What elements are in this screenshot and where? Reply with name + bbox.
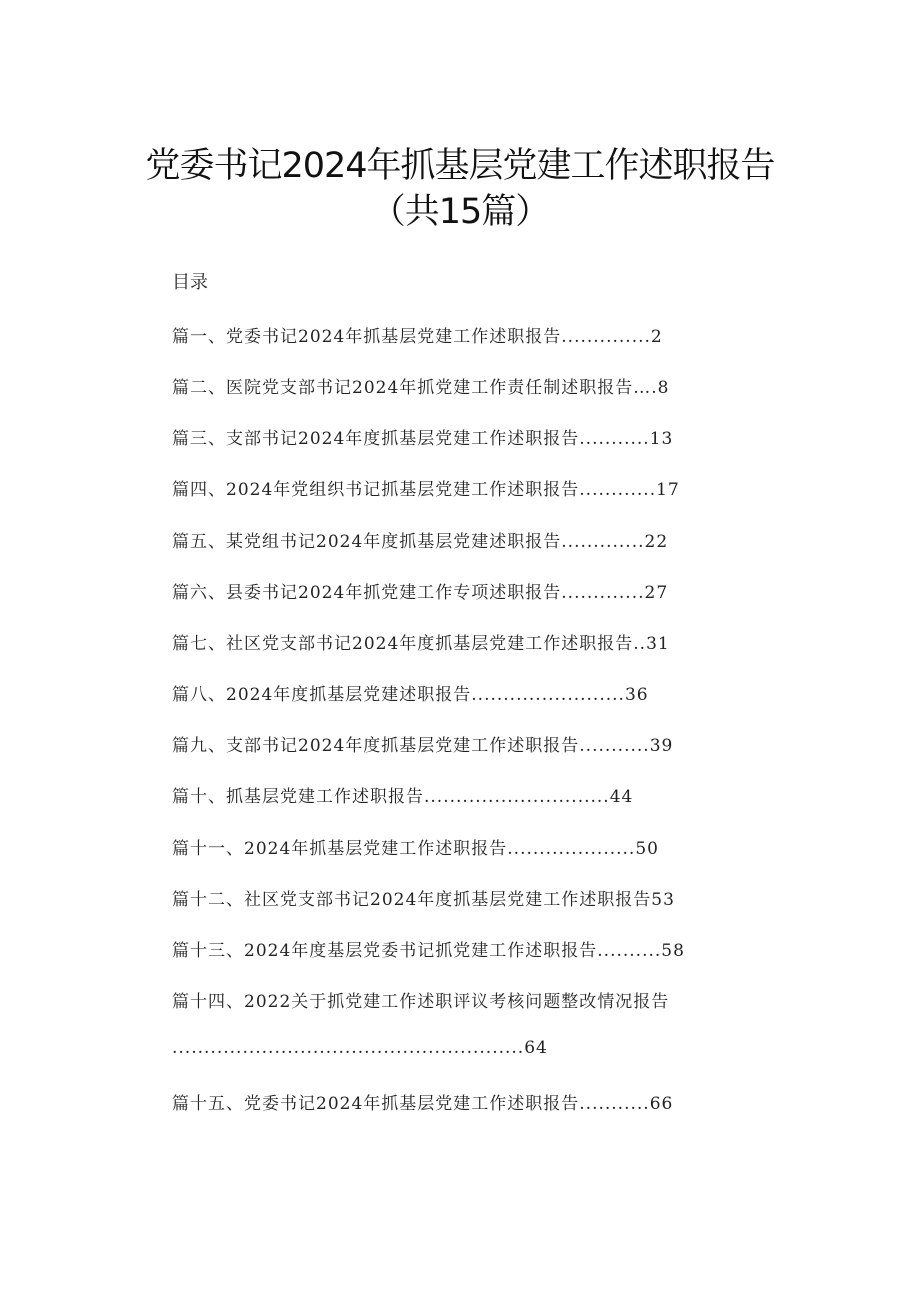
toc-entry-text: 篇十四、2022关于抓党建工作述职评议考核问题整改情况报告 — [172, 992, 670, 1012]
toc-entry-1[interactable] — [172, 322, 766, 348]
document-title-line2: （共15篇） — [370, 192, 550, 232]
toc-entry-2[interactable] — [172, 373, 766, 399]
toc-entry-5[interactable] — [172, 527, 766, 553]
toc-entry-12[interactable] — [172, 885, 766, 911]
toc-entry-text: 篇二、医院党支部书记2024年抓党建工作责任制述职报告….8 — [172, 378, 670, 398]
toc-entry-text: 篇十二、社区党支部书记2024年度抓基层党建工作述职报告53 — [172, 890, 675, 910]
toc-entry-10[interactable] — [172, 782, 766, 808]
toc-entry-14[interactable] — [172, 987, 766, 1013]
toc-entry-text: 篇九、支部书记2024年度抓基层党建工作述职报告...........39 — [172, 736, 674, 756]
toc-entry-text: 篇十五、党委书记2024年抓基层党建工作述职报告...........66 — [172, 1094, 674, 1114]
toc-entry-8[interactable] — [172, 680, 766, 706]
toc-entry-text: 篇八、2024年度抓基层党建述职报告........................36 — [172, 685, 649, 705]
toc-entry-7[interactable] — [172, 629, 766, 655]
toc-entry-11[interactable] — [172, 834, 766, 860]
toc-entry-13[interactable] — [172, 936, 766, 962]
toc-entry-text: 篇十一、2024年抓基层党建工作述职报告....................50 — [172, 839, 659, 859]
toc-entry-text: 篇一、党委书记2024年抓基层党建工作述职报告..............2 — [172, 327, 663, 347]
toc-entry-6[interactable] — [172, 578, 766, 604]
toc-entry-text: 篇七、社区党支部书记2024年度抓基层党建工作述职报告..31 — [172, 634, 670, 654]
toc-entry-text: 篇六、县委书记2024年抓党建工作专项述职报告.............27 — [172, 583, 669, 603]
toc-entry-text: 篇三、支部书记2024年度抓基层党建工作述职报告...........13 — [172, 429, 674, 449]
toc-entry-text: 篇五、某党组书记2024年度抓基层党建述职报告.............22 — [172, 532, 669, 552]
toc-entry-text: 篇四、2024年党组织书记抓基层党建工作述职报告............17 — [172, 480, 680, 500]
toc-entry-9[interactable] — [172, 731, 766, 757]
toc-entry-text: 篇十、抓基层党建工作述职报告.............................44 — [172, 787, 634, 807]
toc-entry-15[interactable] — [172, 1089, 766, 1115]
toc-entry-14-leader[interactable] — [172, 1038, 766, 1064]
document-title-line1: 党委书记2024年抓基层党建工作述职报告 — [145, 146, 775, 186]
toc-entry-4[interactable] — [172, 475, 766, 501]
toc-entry-3[interactable] — [172, 424, 766, 450]
toc-heading: 目录 — [172, 272, 208, 293]
toc-entry-text: 篇十三、2024年度基层党委书记抓党建工作述职报告..........58 — [172, 941, 685, 961]
toc-entry-text: .......................................................64 — [172, 1038, 548, 1058]
